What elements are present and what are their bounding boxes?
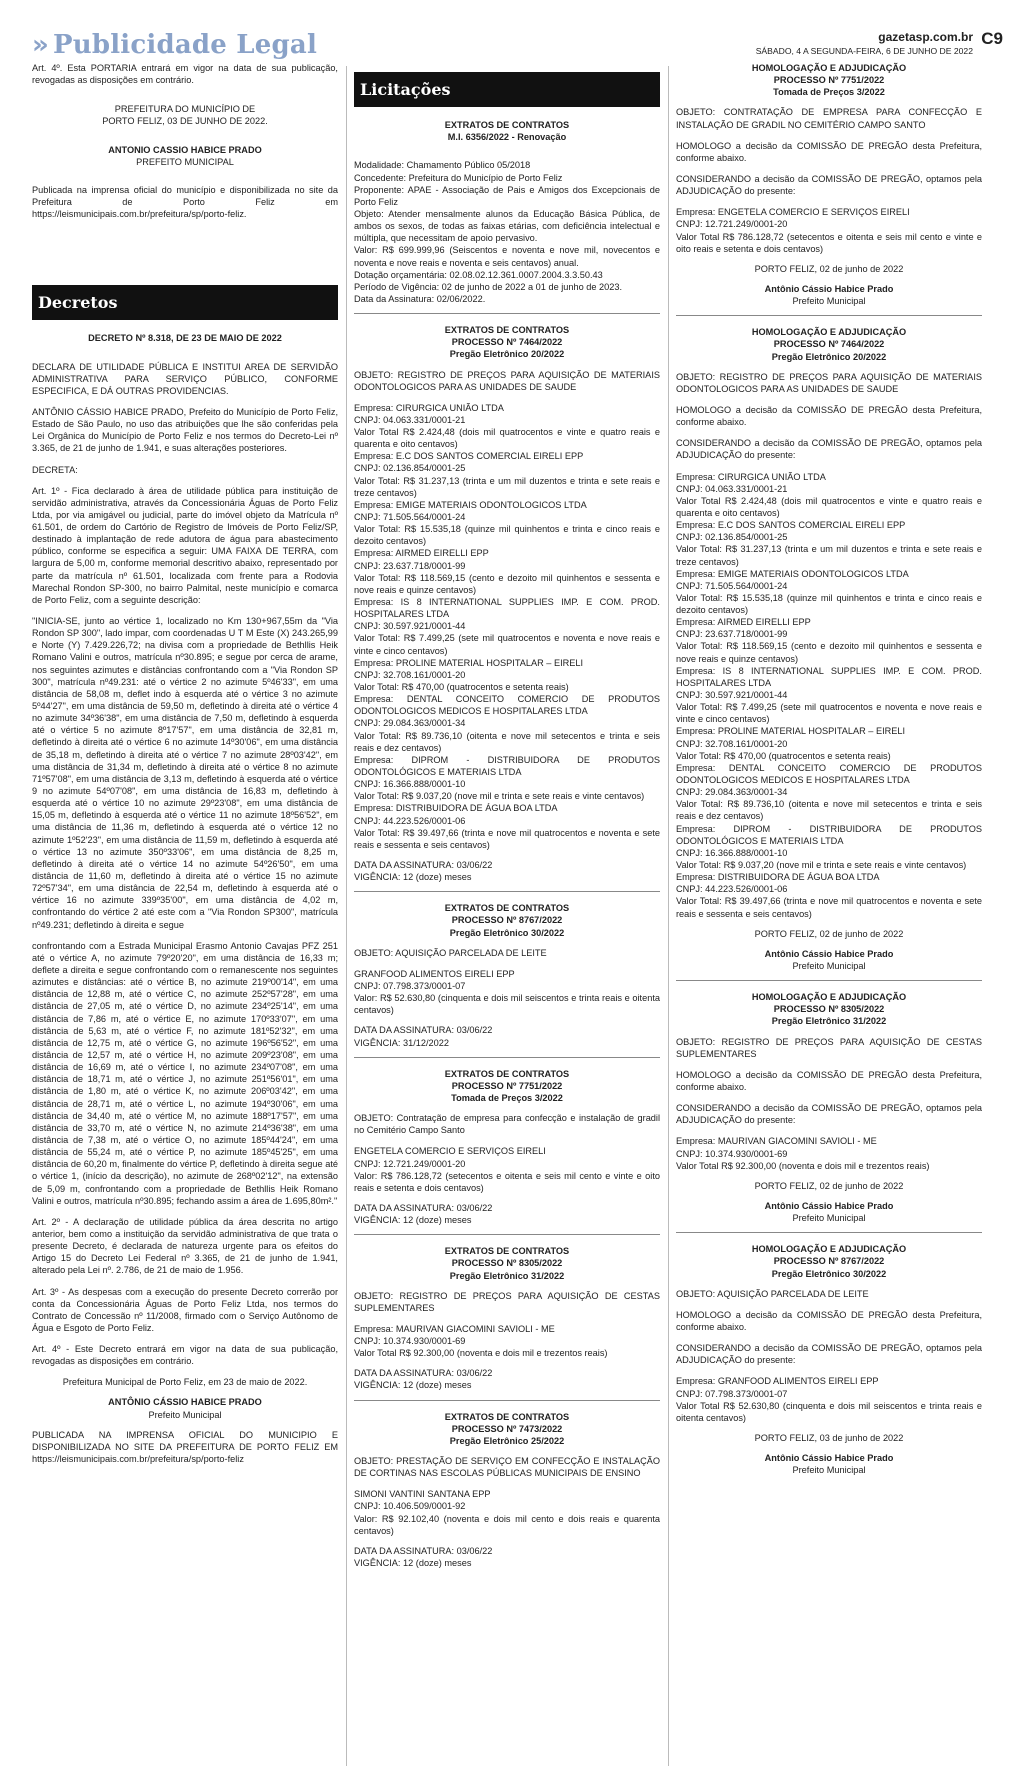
homologacao-process: PROCESSO Nº 7464/2022 bbox=[773, 339, 885, 350]
extrato-title: EXTRATOS DE CONTRATOS bbox=[444, 1246, 570, 1257]
block-divider bbox=[354, 891, 660, 892]
text-line: Empresa: DISTRIBUIDORA DE ÁGUA BOA LTDA bbox=[354, 803, 558, 814]
header-meta bbox=[756, 30, 973, 57]
extrato-objeto: OBJETO: AQUISIÇÃO PARCELADA DE LEITE bbox=[354, 947, 547, 958]
text-line: Valor Total: R$ 470,00 (quatrocentos e setenta reais) bbox=[676, 750, 891, 761]
extrato-signature-date: DATA DA ASSINATURA: 03/06/22 bbox=[354, 1545, 493, 1556]
text-line: Valor Total: R$ 15.535,18 (quinze mil quinhentos e trinta e cinco reais e dezoito centavos) bbox=[354, 524, 660, 547]
extrato-validity: VIGÊNCIA: 12 (doze) meses bbox=[354, 872, 472, 883]
decreto-place-date: Prefeitura Municipal de Porto Feliz, em 23 de maio de 2022. bbox=[62, 1377, 308, 1388]
text-line: CNPJ: 12.721.249/0001-20 bbox=[354, 1158, 466, 1169]
section-masthead bbox=[32, 28, 317, 62]
homologacao-block bbox=[676, 1243, 982, 1476]
text-line: CNPJ: 04.063.331/0001-21 bbox=[676, 483, 788, 494]
text-line: Empresa: PROLINE MATERIAL HOSPITALAR – EIRELI bbox=[354, 657, 584, 668]
text-line: CNPJ: 23.637.718/0001-99 bbox=[676, 629, 788, 640]
text-line: Valor: R$ 92.102,40 (noventa e dois mil cento e dois reais e quarenta centavos) bbox=[354, 1513, 660, 1536]
column-decretos bbox=[32, 62, 338, 1474]
extrato-validity: VIGÊNCIA: 31/12/2022 bbox=[354, 1037, 449, 1048]
text-line: Empresa: EMIGE MATERIAIS ODONTOLOGICOS LTDA bbox=[676, 568, 909, 579]
extrato-objeto: OBJETO: REGISTRO DE PREÇOS PARA AQUISIÇÃO DE MATERIAIS ODONTOLOGICOS PARA AS UNIDADES DE SAUDE bbox=[354, 369, 660, 392]
text-line: Empresa: CIRURGICA UNIÃO LTDA bbox=[354, 402, 504, 413]
text-line: Período de Vigência: 02 de junho de 2022 a 01 de junho de 2023. bbox=[354, 281, 623, 292]
column-homologacoes bbox=[676, 62, 982, 1476]
decreto-preamble: ANTÔNIO CÁSSIO HABICE PRADO, Prefeito do Município de Porto Feliz, Estado de São Paulo, no uso das atribuições que lhe são conferidas pela Lei Orgânica do Município de Porto Feliz e nos termos do Decreto-Lei nº 3.365, de 21 de junho de 1.941, e suas alterações posteriores. bbox=[32, 406, 338, 454]
homologacao-title: HOMOLOGAÇÃO E ADJUDICAÇÃO bbox=[751, 1244, 907, 1255]
text-line: Valor Total R$ 52.630,80 (cinquenta e dois mil seiscentos e trinta reais e oitenta centavos) bbox=[676, 1400, 982, 1423]
text-line: Valor: R$ 52.630,80 (cinquenta e dois mil seiscentos e trinta reais e oitenta centavos) bbox=[354, 993, 660, 1016]
homologacao-homologo: HOMOLOGO a decisão da COMISSÃO DE PREGÃO desta Prefeitura, conforme abaixo. bbox=[676, 1309, 982, 1332]
signature-name: ANTONIO CASSIO HABICE PRADO bbox=[108, 144, 262, 155]
homologacao-homologo: HOMOLOGO a decisão da COMISSÃO DE PREGÃO desta Prefeitura, conforme abaixo. bbox=[676, 1069, 982, 1092]
extrato-objeto: OBJETO: REGISTRO DE PREÇOS PARA AQUISIÇÃO DE CESTAS SUPLEMENTARES bbox=[354, 1290, 660, 1313]
page-number: C9 bbox=[981, 29, 1003, 48]
text-line: CNPJ: 04.063.331/0001-21 bbox=[354, 414, 466, 425]
memorial-part1: "INICIA-SE, junto ao vértice 1, localizado no Km 130+967,55m da "Via Rondon SP 300", lado impar, com coordenadas U T M Este (X) 243.265,99 e Norte (Y) 7.429.226,72; na divisa com a propriedade de Bethllis Heik Romano Valini e outros, matrícula nº30.895; e segue por cerca de arame, nos seguintes azimutes e distâncias confrontando com a "Via Rondon SP 300", matrícula nº49.231: até o vértice 2 no azimute 5º46'33", em uma distância de 58,08 m, deflet indo à esquerda até o vértice 3 no azimute 5º44'27", em uma distância de 59,50 m, defletindo à direita até o vértice 4 no azimute 34º36'38", em uma distância de 7,50 m, defletindo à esquerda até o vértice 5 no azimute 8º17'57", em uma distância de 32,81 m, defletindo à direita até o vértice 6 no azimute 14º30'06", em uma distância de 35,18 m, defletindo à direita até o vértice 7 no azimute 28º03'42", em uma distância de 31,34 m, defletindo à direita até o vértice 8 no azimute 71º57'08", em uma distância de 3,13 m, defletindo à esquerda até o vértice 9 no azimute 54º07'08", em uma distância de 16,83 m, defletindo à esquerda até o vértice 10 no azimute 29º23'08", em uma distância de 15,05 m, defletindo à esquerda até o vértice 11 no azimute 18º56'52", em uma distância de 11,36 m, defletindo à esquerda até o vértice 12 no azimute 1º52'23", em uma distância de 11,59 m, defletindo à esquerda até o vértice 13 no azimute 350º33'06", em uma distância de 8,25 m, defletindo à direita até o vértice 14 no azimute 54º26'50", em uma distância de 11,60 m, defletindo à direita até o vértice 15 no azimute 72º57'34", em uma distância de 22,54 m, defletindo à esquerda até o vértice 16 no azimute 339º35'00", em uma distância de 4,02 m, confrontando do vértice 2 até este com a "Via Rondon SP300", matrícula nº49.231; defletindo à direita e segue bbox=[32, 616, 338, 930]
homologacao-lines bbox=[676, 1135, 982, 1171]
signature-name: ANTÔNIO CÁSSIO HABICE PRADO bbox=[108, 1397, 262, 1408]
extrato-modality: Pregão Eletrônico 30/2022 bbox=[449, 927, 565, 938]
extrato-title: EXTRATOS DE CONTRATOS bbox=[444, 120, 570, 131]
site-name: gazetasp.com.br bbox=[878, 30, 973, 44]
homologacao-modality: Pregão Eletrônico 20/2022 bbox=[771, 351, 887, 362]
extrato-signature-date: DATA DA ASSINATURA: 03/06/22 bbox=[354, 1368, 493, 1379]
text-line: Empresa: MAURIVAN GIACOMINI SAVIOLI - ME bbox=[354, 1323, 555, 1334]
homologacao-title: HOMOLOGAÇÃO E ADJUDICAÇÃO bbox=[751, 63, 907, 73]
portaria-art4: Art. 4º. Esta PORTARIA entrará em vigor na data de sua publicação, revogadas as disposições em contrário. bbox=[32, 63, 338, 86]
text-line: CNPJ: 16.366.888/0001-10 bbox=[676, 847, 788, 858]
homologacao-process: PROCESSO Nº 7751/2022 bbox=[773, 75, 885, 86]
homologacao-considerando: CONSIDERANDO a decisão da COMISSÃO DE PREGÃO, optamos pela ADJUDICAÇÃO do presente: bbox=[676, 173, 982, 197]
homologacao-modality: Pregão Eletrônico 30/2022 bbox=[771, 1268, 887, 1279]
decreto-decreta: DECRETA: bbox=[32, 464, 78, 475]
homologacao-considerando: CONSIDERANDO a decisão da COMISSÃO DE PREGÃO, optamos pela ADJUDICAÇÃO do presente: bbox=[676, 1343, 982, 1366]
extrato-lines bbox=[354, 968, 660, 1017]
extrato-validity: VIGÊNCIA: 12 (doze) meses bbox=[354, 1558, 472, 1569]
homologacao-process: PROCESSO Nº 8305/2022 bbox=[773, 1004, 885, 1015]
extrato-process: PROCESSO Nº 8767/2022 bbox=[451, 915, 563, 926]
homologacao-lines bbox=[676, 471, 982, 920]
extrato-objeto: OBJETO: PRESTAÇÃO DE SERVIÇO EM CONFECÇÃO E INSTALAÇÃO DE CORTINAS NAS ESCOLAS PÚBLICAS MUNICIPAIS DE ENSINO bbox=[354, 1456, 660, 1479]
homologacao-lines bbox=[676, 206, 982, 255]
homologacao-modality: Tomada de Preços 3/2022 bbox=[773, 87, 885, 98]
text-line: ENGETELA COMERCIO E SERVIÇOS EIRELI bbox=[354, 1146, 546, 1157]
text-line: CNPJ: 10.374.930/0001-69 bbox=[676, 1148, 788, 1159]
text-line: Valor Total: R$ 118.569,15 (cento e dezoito mil quinhentos e sessenta e nove reais e quinze centavos) bbox=[676, 641, 982, 664]
text-line: GRANFOOD ALIMENTOS EIRELI EPP bbox=[354, 968, 515, 979]
extrato-process: PROCESSO Nº 7751/2022 bbox=[451, 1080, 563, 1091]
extrato-title: EXTRATOS DE CONTRATOS bbox=[444, 325, 570, 336]
signature-role: Prefeito Municipal bbox=[792, 296, 866, 307]
homologacao-objeto: OBJETO: CONTRATAÇÃO DE EMPRESA PARA CONFECÇÃO E INSTALAÇÃO DE GRADIL NO CEMITÉRIO CAMPO SANTO bbox=[676, 107, 982, 130]
homologacao-homologo: HOMOLOGO a decisão da COMISSÃO DE PREGÃO desta Prefeitura, conforme abaixo. bbox=[676, 140, 982, 163]
block-divider bbox=[354, 1400, 660, 1401]
text-line: Objeto: Atender mensalmente alunos da Educação Básica Pública, de ambos os sexos, de todas as faixas etárias, com deficiência intelectual e múltipla, que necessitam de apoio pervasivo. bbox=[354, 208, 660, 244]
homologacao-title: HOMOLOGAÇÃO E ADJUDICAÇÃO bbox=[751, 992, 907, 1003]
text-line: Empresa: DENTAL CONCEITO COMERCIO DE PRODUTOS ODONTOLOGICOS MEDICOS E HOSPITALARES LTDA bbox=[354, 694, 660, 717]
extrato-lines bbox=[354, 402, 660, 851]
text-line: CNPJ: 71.505.564/0001-24 bbox=[676, 580, 788, 591]
text-line: CNPJ: 32.708.161/0001-20 bbox=[354, 669, 466, 680]
text-line: Valor: R$ 699.999,96 (Seiscentos e noventa e nove mil, novecentos e noventa e nove reais e noventa e seis centavos) anual. bbox=[354, 245, 660, 268]
section-header-decretos: Decretos bbox=[32, 285, 338, 320]
text-line: CNPJ: 30.597.921/0001-44 bbox=[354, 621, 466, 632]
extrato-block bbox=[354, 902, 660, 1048]
homologacao-place-date: PORTO FELIZ, 03 de junho de 2022 bbox=[754, 1432, 904, 1443]
homologacao-homologo: HOMOLOGO a decisão da COMISSÃO DE PREGÃO desta Prefeitura, conforme abaixo. bbox=[676, 404, 982, 428]
signature-role: Prefeito Municipal bbox=[792, 961, 866, 971]
signature-name: Antônio Cássio Habice Prado bbox=[764, 1453, 894, 1464]
extrato-lines bbox=[354, 1145, 660, 1194]
column-divider bbox=[346, 66, 347, 1766]
text-line: Valor: R$ 786.128,72 (setecentos e oitenta e seis mil cento e vinte e oito reais e setenta e dois centavos) bbox=[354, 1170, 660, 1193]
text-line: Empresa: E.C DOS SANTOS COMERCIAL EIRELI EPP bbox=[676, 520, 906, 531]
text-line: Empresa: GRANFOOD ALIMENTOS EIRELI EPP bbox=[676, 1376, 879, 1387]
text-line: Valor Total: R$ 89.736,10 (oitenta e nove mil setecentos e trinta e seis reais e dez centavos) bbox=[676, 799, 982, 822]
signature-role: Prefeito Municipal bbox=[792, 1465, 866, 1476]
text-line: CNPJ: 29.084.363/0001-34 bbox=[354, 718, 466, 729]
text-line: Valor Total R$ 2.424,48 (dois mil quatrocentos e vinte e quatro reais e quarenta e oito centavos) bbox=[354, 427, 660, 450]
text-line: Empresa: PROLINE MATERIAL HOSPITALAR – EIRELI bbox=[676, 726, 906, 737]
signature-name: Antônio Cássio Habice Prado bbox=[764, 1200, 894, 1211]
signature-name: Antônio Cássio Habice Prado bbox=[764, 948, 894, 959]
text-line: Valor Total: R$ 7.499,25 (sete mil quatrocentos e noventa e nove reais e vinte e cinco centavos) bbox=[676, 702, 982, 725]
text-line: Valor Total R$ 786.128,72 (setecentos e oitenta e seis mil cento e vinte e oito reais e setenta e dois centavos) bbox=[676, 231, 982, 254]
text-line: Valor Total: R$ 39.497,66 (trinta e nove mil quatrocentos e noventa e sete reais e sessenta e seis centavos) bbox=[354, 827, 660, 850]
masthead-title: Publicidade Legal bbox=[53, 29, 318, 60]
extrato-block bbox=[354, 119, 660, 305]
extrato-title: EXTRATOS DE CONTRATOS bbox=[444, 1068, 570, 1079]
text-line: Empresa: MAURIVAN GIACOMINI SAVIOLI - ME bbox=[676, 1136, 877, 1147]
homologacao-considerando: CONSIDERANDO a decisão da COMISSÃO DE PREGÃO, optamos pela ADJUDICAÇÃO do presente: bbox=[676, 438, 982, 461]
publication-note: PUBLICADA NA IMPRENSA OFICIAL DO MUNICIPIO E DISPONIBILIZADA NO SITE DA PREFEITURA DE PORTO FELIZ EM https://leismunicipais.com.br/prefeitura/sp/porto-feliz bbox=[32, 1429, 338, 1465]
text-line: Empresa: CIRURGICA UNIÃO LTDA bbox=[676, 471, 826, 482]
text-line: CNPJ: 10.406.509/0001-92 bbox=[354, 1501, 466, 1512]
text-line: Empresa: DENTAL CONCEITO COMERCIO DE PRODUTOS ODONTOLOGICOS MEDICOS E HOSPITALARES LTDA bbox=[676, 762, 982, 786]
block-divider bbox=[354, 1057, 660, 1058]
text-line: Empresa: EMIGE MATERIAIS ODONTOLOGICOS LTDA bbox=[354, 499, 587, 510]
decreto-art3: Art. 3º - As despesas com a execução do presente Decreto correrão por conta da Concessionária Águas de Porto Feliz Ltda, nos termos do Contrato de Concessão nº 11/2008, firmado com o Serviço Autônomo de Água e Esgoto de Porto Feliz. bbox=[32, 1286, 338, 1333]
extrato-lines bbox=[354, 159, 660, 305]
homologacao-block bbox=[676, 991, 982, 1224]
text-line: CNPJ: 71.505.564/0001-24 bbox=[354, 512, 466, 523]
extrato-block bbox=[354, 1245, 660, 1391]
text-line: Valor Total: R$ 31.237,13 (trinta e um mil duzentos e trinta e sete reais e treze centavos) bbox=[676, 544, 982, 567]
text-line: Valor Total: R$ 31.237,13 (trinta e um mil duzentos e trinta e sete reais e treze centavos) bbox=[354, 475, 660, 498]
homologacao-block bbox=[676, 62, 982, 307]
text-line: CNPJ: 02.136.854/0001-25 bbox=[354, 463, 466, 474]
text-line: Empresa: ENGETELA COMERCIO E SERVIÇOS EIRELI bbox=[676, 207, 910, 218]
extrato-lines bbox=[354, 1323, 660, 1359]
homologacao-lines bbox=[676, 1375, 982, 1424]
text-line: CNPJ: 10.374.930/0001-69 bbox=[354, 1336, 466, 1347]
prefeitura-line: PREFEITURA DO MUNICÍPIO DE bbox=[114, 104, 256, 115]
extrato-signature-date: DATA DA ASSINATURA: 03/06/22 bbox=[354, 1202, 493, 1213]
homologacao-block bbox=[676, 326, 982, 972]
text-line: Valor Total: R$ 15.535,18 (quinze mil quinhentos e trinta e cinco reais e dezoito centavos) bbox=[676, 592, 982, 616]
homologacao-place-date: PORTO FELIZ, 02 de junho de 2022 bbox=[754, 928, 904, 939]
text-line: Valor Total R$ 92.300,00 (noventa e dois mil e trezentos reais) bbox=[354, 1348, 608, 1359]
section-header-licitacoes: Licitações bbox=[354, 72, 660, 107]
prefeitura-date: PORTO FELIZ, 03 DE JUNHO DE 2022. bbox=[102, 116, 268, 127]
homologacao-place-date: PORTO FELIZ, 02 de junho de 2022 bbox=[754, 1180, 904, 1191]
text-line: Empresa: DIPROM - DISTRIBUIDORA DE PRODUTOS ODONTOLÓGICOS E MATERIAIS LTDA bbox=[354, 754, 660, 777]
text-line: CNPJ: 44.223.526/0001-06 bbox=[676, 884, 788, 895]
text-line: Empresa: DISTRIBUIDORA DE ÁGUA BOA LTDA bbox=[676, 872, 880, 883]
block-divider bbox=[676, 1232, 982, 1233]
extrato-signature-date: DATA DA ASSINATURA: 03/06/22 bbox=[354, 1025, 493, 1036]
extrato-signature-date: DATA DA ASSINATURA: 03/06/22 bbox=[354, 859, 493, 870]
extrato-process: PROCESSO Nº 8305/2022 bbox=[451, 1258, 563, 1269]
edition-date: SÁBADO, 4 A SEGUNDA-FEIRA, 6 DE JUNHO DE 2022 bbox=[755, 45, 973, 56]
extrato-process: PROCESSO Nº 7473/2022 bbox=[451, 1423, 563, 1434]
text-line: Valor Total: R$ 89.736,10 (oitenta e nove mil setecentos e trinta e seis reais e dez centavos) bbox=[354, 730, 660, 753]
text-line: SIMONI VANTINI SANTANA EPP bbox=[354, 1489, 491, 1500]
extrato-lines bbox=[354, 1488, 660, 1537]
extrato-process: M.I. 6356/2022 - Renovação bbox=[447, 132, 567, 143]
memorial-part2: confrontando com a Estrada Municipal Erasmo Antonio Cavajas PFZ 251 até o vértice A, no azimute 79º20'20", em uma distância de 16,33 m; deflete a direita e segue confrontando com o remanescente nos seguintes azimutes e distâncias: até o vértice B, no azimute 219º00'14", em uma distância de 12,88 m, até o vértice C, no azimute 252º57'28", em uma distância de 27,05 m, até o vértice D, no azimute 234º25'14", em uma distância de 7,86 m, até o vértice E, no azimute 170º33'07", em uma distância de 5,63 m, até o vértice F, no azimute 181º52'32", em uma distância de 12,75 m, até o vértice G, no azimute 196º56'52", em uma distância de 12,57 m, até o vértice H, no azimute 209º23'08", em uma distância de 16,69 m, até o vértice I, no azimute 234º07'08", em uma distância de 18,71 m, até o vértice J, no azimute 251º56'01", em uma distância de 1,80 m, até o vértice K, no azimute 206º03'42", em uma distância de 28,71 m, até o vértice L, no azimute 194º30'06", em uma distância de 34,40 m, até o vértice M, no azimute 188º17'57", em uma distância de 33,70 m, até o vértice N, no azimute 214º36'38", em uma distância de 7,38 m, até o vértice O, no azimute 185º44'24", em uma distância de 55,24 m, até o vértice P, no azimute 185º45'25", em uma distância de 60,20 m, finalmente do vértice P, defletindo à direita segue até o vértice 1, (início da descrição), no azimute de 268º02'12", na extensão de 5,09 m, confrontando com a propriedade de Bethllis Heik Romano Valini e outros, matrícula nº30.895; fechando assim a área de 1.695,80m²." bbox=[32, 940, 338, 1206]
text-line: CNPJ: 30.597.921/0001-44 bbox=[676, 690, 788, 701]
text-line: Empresa: IS 8 INTERNATIONAL SUPPLIES IMP. E COM. PROD. HOSPITALARES LTDA bbox=[354, 597, 660, 620]
text-line: CNPJ: 07.798.373/0001-07 bbox=[354, 980, 466, 991]
decreto-title: DECRETO Nº 8.318, DE 23 DE MAIO DE 2022 bbox=[88, 333, 282, 344]
text-line: Valor Total R$ 2.424,48 (dois mil quatrocentos e vinte e quatro reais e quarenta e oito centavos) bbox=[676, 495, 982, 518]
extrato-modality: Pregão Eletrônico 20/2022 bbox=[449, 349, 565, 360]
extrato-validity: VIGÊNCIA: 12 (doze) meses bbox=[354, 1380, 472, 1391]
text-line: Valor Total: R$ 470,00 (quatrocentos e setenta reais) bbox=[354, 682, 569, 693]
extrato-modality: Pregão Eletrônico 31/2022 bbox=[449, 1270, 565, 1281]
text-line: CNPJ: 16.366.888/0001-10 bbox=[354, 779, 466, 790]
text-line: Valor Total: R$ 9.037,20 (nove mil e trinta e sete reais e vinte centavos) bbox=[676, 860, 967, 871]
homologacao-title: HOMOLOGAÇÃO E ADJUDICAÇÃO bbox=[751, 327, 907, 338]
text-line: Empresa: IS 8 INTERNATIONAL SUPPLIES IMP. E COM. PROD. HOSPITALARES LTDA bbox=[676, 665, 982, 688]
signature-role: PREFEITO MUNICIPAL bbox=[136, 156, 234, 167]
text-line: Empresa: AIRMED EIRELLI EPP bbox=[354, 548, 489, 559]
text-line: Modalidade: Chamamento Público 05/2018 bbox=[354, 160, 531, 171]
text-line: Empresa: AIRMED EIRELLI EPP bbox=[676, 617, 811, 628]
text-line: CNPJ: 44.223.526/0001-06 bbox=[354, 815, 466, 826]
extrato-block bbox=[354, 1068, 660, 1227]
text-line: Concedente: Prefeitura do Município de Porto Feliz bbox=[354, 172, 563, 183]
text-line: Empresa: E.C DOS SANTOS COMERCIAL EIRELI EPP bbox=[354, 451, 584, 462]
homologacao-place-date: PORTO FELIZ, 02 de junho de 2022 bbox=[754, 263, 904, 274]
decreto-ementa: DECLARA DE UTILIDADE PÚBLICA E INSTITUI AREA DE SERVIDÃO ADMINISTRATIVA PARA SERVIÇO PÚBLICO, CONFORME ESPECIFICA, E DÁ OUTRAS PROVIDENCIAS. bbox=[32, 361, 338, 396]
block-divider bbox=[354, 313, 660, 314]
text-line: Valor Total: R$ 39.497,66 (trinta e nove mil quatrocentos e noventa e sete reais e sessenta e seis centavos) bbox=[676, 896, 982, 919]
homologacao-objeto: OBJETO: REGISTRO DE PREÇOS PARA AQUISIÇÃO DE CESTAS SUPLEMENTARES bbox=[676, 1036, 982, 1059]
homologacao-considerando: CONSIDERANDO a decisão da COMISSÃO DE PREGÃO, optamos pela ADJUDICAÇÃO do presente: bbox=[676, 1103, 982, 1126]
homologacao-process: PROCESSO Nº 8767/2022 bbox=[773, 1256, 885, 1267]
column-divider bbox=[668, 66, 669, 1766]
text-line: Valor Total: R$ 118.569,15 (cento e dezoito mil quinhentos e sessenta e nove reais e quinze centavos) bbox=[354, 572, 660, 595]
publication-note: Publicada na imprensa oficial do município e disponibilizada no site da Prefeitura de Porto Feliz em https://leismunicipais.com.br/prefeitura/sp/porto-feliz. bbox=[32, 184, 338, 220]
extrato-modality: Tomada de Preços 3/2022 bbox=[451, 1092, 563, 1103]
homologacao-objeto: OBJETO: AQUISIÇÃO PARCELADA DE LEITE bbox=[676, 1288, 869, 1299]
text-line: Empresa: DIPROM - DISTRIBUIDORA DE PRODUTOS ODONTOLÓGICOS E MATERIAIS LTDA bbox=[676, 823, 982, 846]
text-line: Valor Total: R$ 7.499,25 (sete mil quatrocentos e noventa e nove reais e vinte e cinco centavos) bbox=[354, 633, 660, 656]
homologacao-modality: Pregão Eletrônico 31/2022 bbox=[771, 1016, 887, 1027]
block-divider bbox=[354, 1234, 660, 1235]
text-line: Proponente: APAE - Associação de Pais e Amigos dos Excepcionais de Porto Feliz bbox=[354, 184, 660, 207]
text-line: CNPJ: 12.721.249/0001-20 bbox=[676, 219, 788, 230]
extrato-title: EXTRATOS DE CONTRATOS bbox=[444, 903, 570, 914]
signature-role: Prefeito Municipal bbox=[792, 1213, 866, 1224]
extrato-validity: VIGÊNCIA: 12 (doze) meses bbox=[354, 1215, 472, 1226]
extrato-process: PROCESSO Nº 7464/2022 bbox=[451, 337, 563, 348]
text-line: CNPJ: 07.798.373/0001-07 bbox=[676, 1388, 788, 1399]
extrato-modality: Pregão Eletrônico 25/2022 bbox=[449, 1435, 565, 1446]
decreto-art4: Art. 4º - Este Decreto entrará em vigor na data de sua publicação, revogadas as disposições em contrário. bbox=[32, 1344, 338, 1367]
chevron-right-icon: » bbox=[32, 29, 49, 60]
extrato-title: EXTRATOS DE CONTRATOS bbox=[444, 1411, 570, 1422]
extrato-block bbox=[354, 324, 660, 883]
signature-role: Prefeito Municipal bbox=[148, 1409, 222, 1420]
text-line: CNPJ: 02.136.854/0001-25 bbox=[676, 532, 788, 543]
text-line: Data da Assinatura: 02/06/2022. bbox=[354, 293, 486, 304]
block-divider bbox=[676, 980, 982, 981]
text-line: CNPJ: 23.637.718/0001-99 bbox=[354, 560, 466, 571]
column-licitacoes bbox=[354, 72, 660, 1569]
text-line: Valor Total: R$ 9.037,20 (nove mil e trinta e sete reais e vinte centavos) bbox=[354, 791, 645, 802]
text-line: CNPJ: 29.084.363/0001-34 bbox=[676, 787, 788, 798]
extrato-block bbox=[354, 1411, 660, 1570]
signature-name: Antônio Cássio Habice Prado bbox=[764, 283, 894, 294]
decreto-art2: Art. 2º - A declaração de utilidade pública da área descrita no artigo anterior, bem como a instituição da servidão administrativa de que trata o presente Decreto, é declarada de natureza urgente para os efeitos do Artigo 15 do Decreto Lei Federal nº 3.365, de 21 de junho de 1.941, alterado pela Lei nº. 2.786, de 21 de maio de 1.956. bbox=[32, 1216, 338, 1276]
extrato-objeto: OBJETO: Contratação de empresa para confecção e instalação de gradil no Cemitério Campo Santo bbox=[354, 1113, 660, 1136]
text-line: Valor Total R$ 92.300,00 (noventa e dois mil e trezentos reais) bbox=[676, 1160, 930, 1171]
homologacao-objeto: OBJETO: REGISTRO DE PREÇOS PARA AQUISIÇÃO DE MATERIAIS ODONTOLOGICOS PARA AS UNIDADES DE SAUDE bbox=[676, 371, 982, 394]
text-line: Dotação orçamentária: 02.08.02.12.361.0007.2004.3.3.50.43 bbox=[354, 269, 603, 280]
decreto-art1: Art. 1º - Fica declarado à área de utilidade pública para instituição de servidão administrativa, através da Concessionária Águas de Porto Feliz Ltda, por via amigável ou judicial, parte do imóvel objeto da Matrícula nº 61.501, de ordem do Cartório de Registro de Imóveis de Porto Feliz/SP, destinado à implantação de rede adutora de água para abastecimento público, conforme se especifica a seguir: UMA FAIXA DE TERRA, com largura de 5,00 m, conforme memorial descritivo abaixo, representado por parte da matrícula nº 61.501, localizada com frente para a Rodovia Marechal Rondon SP-300, no bairro Palmital, neste município e comarca de Porto Feliz, com a seguinte descrição: bbox=[32, 485, 338, 605]
block-divider bbox=[676, 315, 982, 316]
text-line: CNPJ: 32.708.161/0001-20 bbox=[676, 738, 788, 749]
